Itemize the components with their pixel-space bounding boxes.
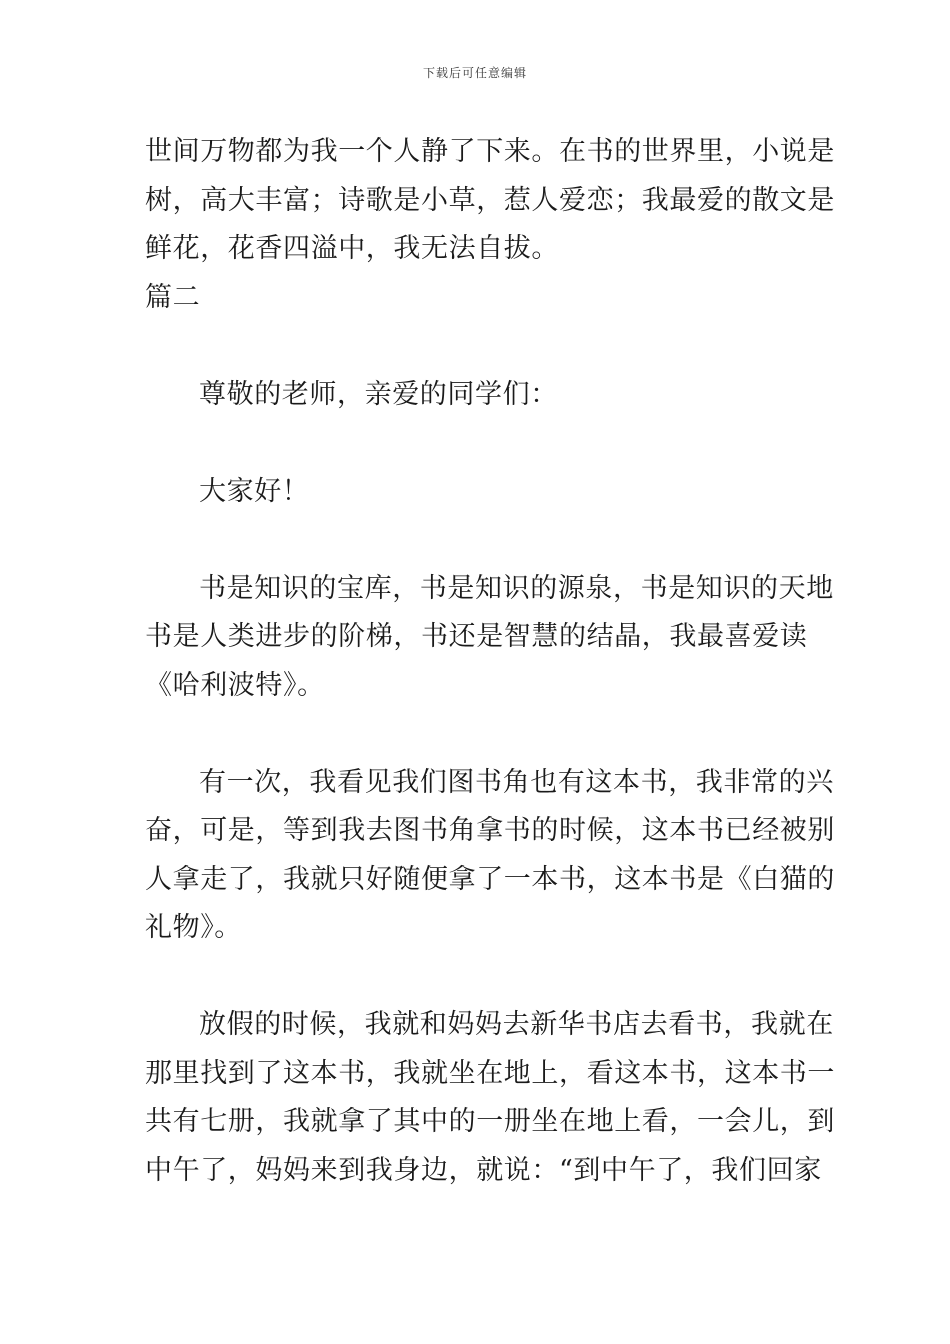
blank-line bbox=[145, 953, 810, 1002]
salutation: 尊敬的老师，亲爱的同学们： bbox=[199, 378, 558, 410]
paragraph-3-line: 共有七册，我就拿了其中的一册坐在地上看，一会儿，到 bbox=[145, 1106, 835, 1137]
paragraph-1-line: 书是人类进步的阶梯，书还是智慧的结晶，我最喜爱读 bbox=[145, 621, 808, 652]
document-body bbox=[145, 128, 835, 1195]
paragraph-3-line: 中午了，妈妈来到我身边，就说：“到中午了，我们回家 bbox=[145, 1154, 822, 1186]
paragraph-2-line: 奋，可是，等到我去图书角拿书的时候，这本书已经被别 bbox=[145, 815, 835, 846]
paragraph-2-line: 有一次，我看见我们图书角也有这本书，我非常的兴 bbox=[199, 766, 834, 798]
header-note: 下载后可任意编辑 bbox=[422, 66, 527, 80]
paragraph-2-line: 礼物》。 bbox=[145, 912, 242, 943]
blank-line bbox=[145, 516, 810, 565]
paragraph-1-line: 《哈利波特》。 bbox=[145, 669, 325, 701]
paragraph-3-line: 放假的时候，我就和妈妈去新华书店去看书，我就在 bbox=[199, 1009, 834, 1040]
text-line: 树，高大丰富；诗歌是小草，惹人爱恋；我最爱的散文是 bbox=[145, 184, 835, 216]
paragraph-3-line: 那里找到了这本书，我就坐在地上，看这本书，这本书一 bbox=[145, 1057, 835, 1089]
greeting: 大家好！ bbox=[199, 475, 310, 507]
text-line: 鲜花，花香四溢中，我无法自拔。 bbox=[145, 233, 559, 264]
blank-line bbox=[145, 710, 810, 759]
text-line: 世间万物都为我一个人静了下来。在书的世界里，小说是 bbox=[145, 136, 835, 167]
blank-line bbox=[145, 419, 810, 468]
blank-line bbox=[145, 322, 810, 371]
section-title: 篇二 bbox=[145, 281, 201, 313]
paragraph-1-line: 书是知识的宝库，书是知识的源泉，书是知识的天地 bbox=[199, 572, 834, 604]
paragraph-2-line: 人拿走了，我就只好随便拿了一本书，这本书是《白猫的 bbox=[145, 863, 835, 895]
